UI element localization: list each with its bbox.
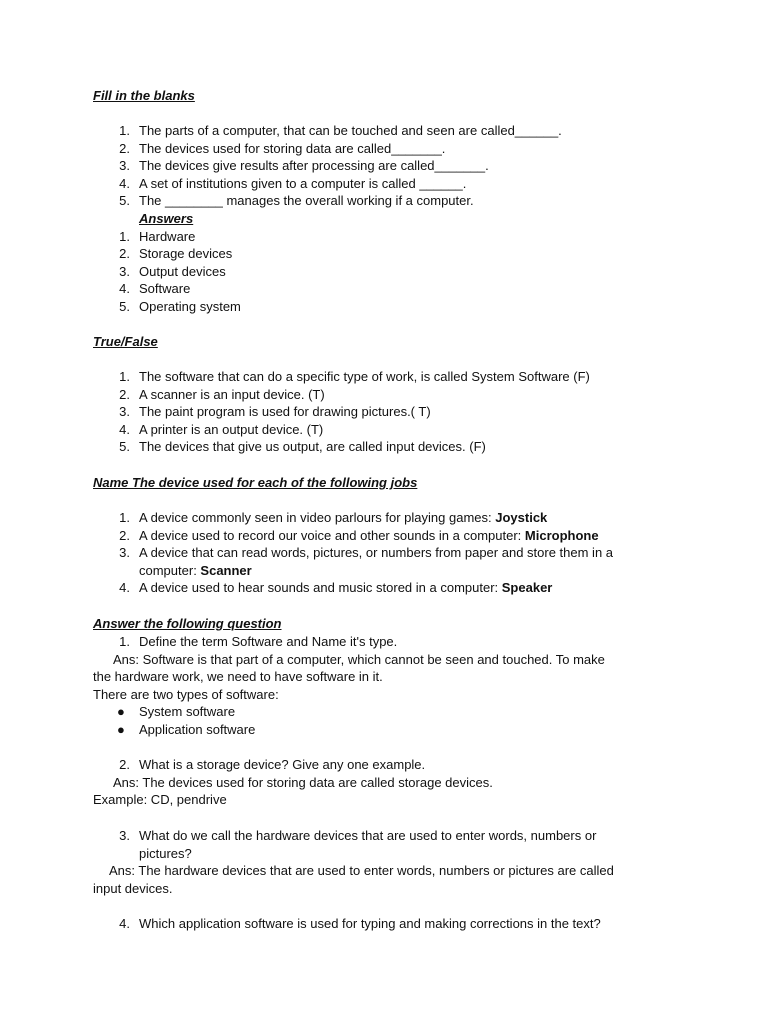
section-title-answer-questions: Answer the following question [93,616,282,631]
fill-in-blanks-list [0,122,768,316]
name-device-list [0,509,768,597]
list-item: 3. The devices give results after processing are called_______. [119,158,489,174]
answer-text: Ans: The hardware devices that are used to enter words, numbers or pictures are called [109,863,614,879]
answer-questions-list [0,633,768,739]
section-title-true-false: True/False [93,334,158,349]
answer-item: 1. Hardware [119,228,196,244]
list-item: 4. A device used to hear sounds and music stored in a computer: Speaker [119,580,553,596]
true-false-list [0,368,768,456]
list-item: 3. The paint program is used for drawing pictures.( T) [119,404,431,420]
list-item: 2. The devices used for storing data are called_______. [119,140,446,156]
list-item: 5. The ________ manages the overall working if a computer. [119,193,474,209]
question-item: 2. What is a storage device? Give any one example. [119,757,426,772]
question-item: 1. Define the term Software and Name it's type. [119,634,398,649]
question-item-continued: pictures? [139,845,192,861]
question-item: 3. What do we call the hardware devices that are used to enter words, numbers or [119,828,597,843]
answer-text: the hardware work, we need to have software in it. [93,669,383,685]
answer-text: input devices. [93,880,173,896]
bullet-item: ● Application software [117,721,256,737]
list-item: 3. A device that can read words, pictures, or numbers from paper and store them in a [119,545,614,561]
section-title-fill-in-blanks: Fill in the blanks [93,88,195,103]
answer-item: 3. Output devices [119,263,226,279]
section-title-name-device: Name The device used for each of the following jobs [93,475,418,490]
list-item-continued: computer: Scanner [139,562,252,578]
answers-heading: Answers [139,210,194,226]
list-item: 5. The devices that give us output, are called input devices. (F) [119,439,486,455]
list-item: 1. A device commonly seen in video parlours for playing games: Joystick [119,510,548,525]
bullet-item: ● System software [117,704,236,720]
question-3-block [0,827,768,897]
answer-item: 4. Software [119,281,191,297]
answer-text: Ans: Software is that part of a computer, which cannot be seen and touched. To make [113,651,605,667]
question-item: 4. Which application software is used for typing and making corrections in the text? [119,916,601,931]
question-4-block [0,915,768,933]
answer-text: Ans: The devices used for storing data are called storage devices. [113,774,493,790]
list-item: 4. A printer is an output device. (T) [119,421,324,437]
list-item: 1. The software that can do a specific type of work, is called System Software (F) [119,369,590,384]
list-item: 4. A set of institutions given to a computer is called ______. [119,175,467,191]
list-item: 1. The parts of a computer, that can be touched and seen are called______. [119,123,562,138]
answer-text: Example: CD, pendrive [93,792,227,808]
answer-item: 5. Operating system [119,298,241,314]
question-2-block [0,756,768,809]
list-item: 2. A device used to record our voice and other sounds in a computer: Microphone [119,527,599,543]
list-item: 2. A scanner is an input device. (T) [119,386,325,402]
answer-text: There are two types of software: [93,686,279,702]
answer-item: 2. Storage devices [119,246,233,262]
